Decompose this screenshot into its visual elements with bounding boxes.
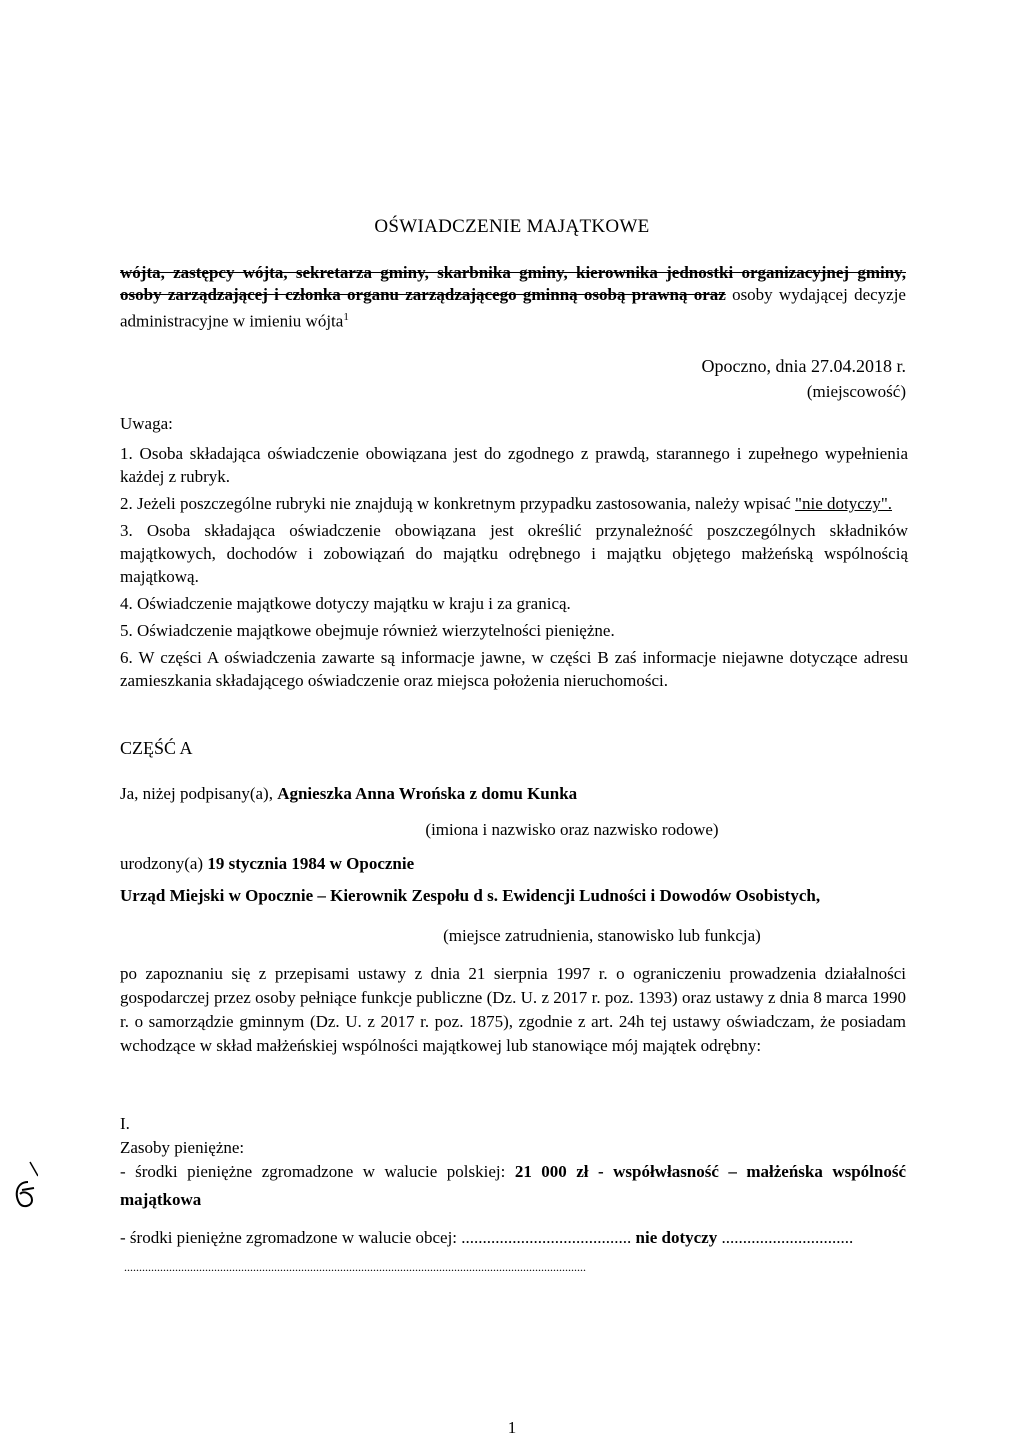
place-date: Opoczno, dnia 27.04.2018 r. <box>701 356 906 376</box>
employment-line: Urząd Miejski w Opocznie – Kierownik Zespołu d s. Ewidencji Ludności i Dowodów Osobistych, <box>120 886 821 905</box>
declarant-prefix: Ja, niżej podpisany(a), <box>120 784 273 803</box>
page-number: 1 <box>507 1418 517 1437</box>
declarant-line <box>120 782 906 805</box>
place-label: (miejscowość) <box>806 382 906 401</box>
foreign-dots-1: ........................................ <box>461 1228 632 1247</box>
handwritten-initials-mark <box>8 1160 38 1210</box>
born-value: 19 stycznia 1984 w Opocznie <box>207 854 415 873</box>
pln-line <box>120 1158 906 1214</box>
employment-label: (miejsce zatrudnienia, stanowisko lub funkcja) <box>443 926 761 945</box>
section-i-heading: I. <box>120 1114 130 1133</box>
note-3: 3. Osoba składająca oświadczenie obowiązana jest określić przynależność poszczególnych składników majątkowych, dochodów i zobowiązań do majątku odrębnego i majątku objętego małżeńską wspólnością majątkową. <box>120 521 908 586</box>
uwaga-label: Uwaga: <box>120 414 173 433</box>
foreign-line <box>120 1226 906 1249</box>
note-4: 4. Oświadczenie majątkowe dotyczy majątku w kraju i za granicą. <box>120 594 571 613</box>
name-label: (imiona i nazwisko oraz nazwisko rodowe) <box>425 820 719 839</box>
intro-rest-text: osoby wydającej decyzje administracyjne w imieniu wójta <box>120 285 906 331</box>
intro-paragraph <box>120 262 906 333</box>
note-6: 6. W części A oświadczenia zawarte są informacje jawne, w części B zaś informacje niejawne dotyczące adresu zamieszkania składającego oświadczenie oraz miejsca położenia nieruchomości. <box>120 648 908 690</box>
born-line <box>120 852 906 875</box>
foreign-prefix: - środki pieniężne zgromadzone w walucie obcej: <box>120 1228 458 1247</box>
note-1: 1. Osoba składająca oświadczenie obowiązana jest do zgodnego z prawdą, starannego i zupełnego wypełnienia każdej z rubryk. <box>120 444 908 486</box>
legal-paragraph: po zapoznaniu się z przepisami ustawy z dnia 21 sierpnia 1997 r. o ograniczeniu prowadzenia działalności gospodarczej przez osoby pełniące funkcje publiczne (Dz. U. z 2017 r. poz. 1393) oraz ustawy z dnia 8 marca 1990 r. o samorządzie gminnym (Dz. U. z 2017 r. poz. 1875), zgodnie z art. 24h tej ustawy oświadczam, że posiadam wchodzące w skład małżeńskiej wspólności majątkowej lub stanowiące mój majątek odrębny: <box>120 964 906 1055</box>
notes-list <box>120 442 908 696</box>
declarant-name: Agnieszka Anna Wrońska z domu Kunka <box>277 784 578 803</box>
intro-struck-text: wójta, zastępcy wójta, sekretarza gminy, skarbnika gminy, kierownika jednostki organizacyjnej gminy, osoby zarządzającej i członka organu zarządzającego gminną osobą prawną oraz <box>120 263 906 304</box>
born-prefix: urodzony(a) <box>120 854 204 873</box>
cash-heading: Zasoby pieniężne: <box>120 1138 245 1157</box>
section-a-heading: CZĘŚĆ A <box>120 738 193 758</box>
note-5: 5. Oświadczenie majątkowe obejmuje również wierzytelności pieniężne. <box>120 621 615 640</box>
note-2-text: 2. Jeżeli poszczególne rubryki nie znajdują w konkretnym przypadku zastosowania, należy wpisać <box>120 494 791 513</box>
note-2-quote: "nie dotyczy". <box>795 494 893 513</box>
note-2 <box>120 492 908 515</box>
pln-value: 21 000 zł - współwłasność – małżeńska wspólność majątkowa <box>120 1162 907 1209</box>
pln-prefix: - środki pieniężne zgromadzone w walucie polskiej: <box>120 1162 506 1181</box>
dots-line: .......................................................................................................................................................... <box>124 1260 586 1274</box>
intro-footnote: 1 <box>343 311 349 323</box>
foreign-dots-2: ............................... <box>721 1228 854 1247</box>
foreign-value: nie dotyczy <box>635 1228 718 1247</box>
document-title: OŚWIADCZENIE MAJĄTKOWE <box>374 216 650 237</box>
